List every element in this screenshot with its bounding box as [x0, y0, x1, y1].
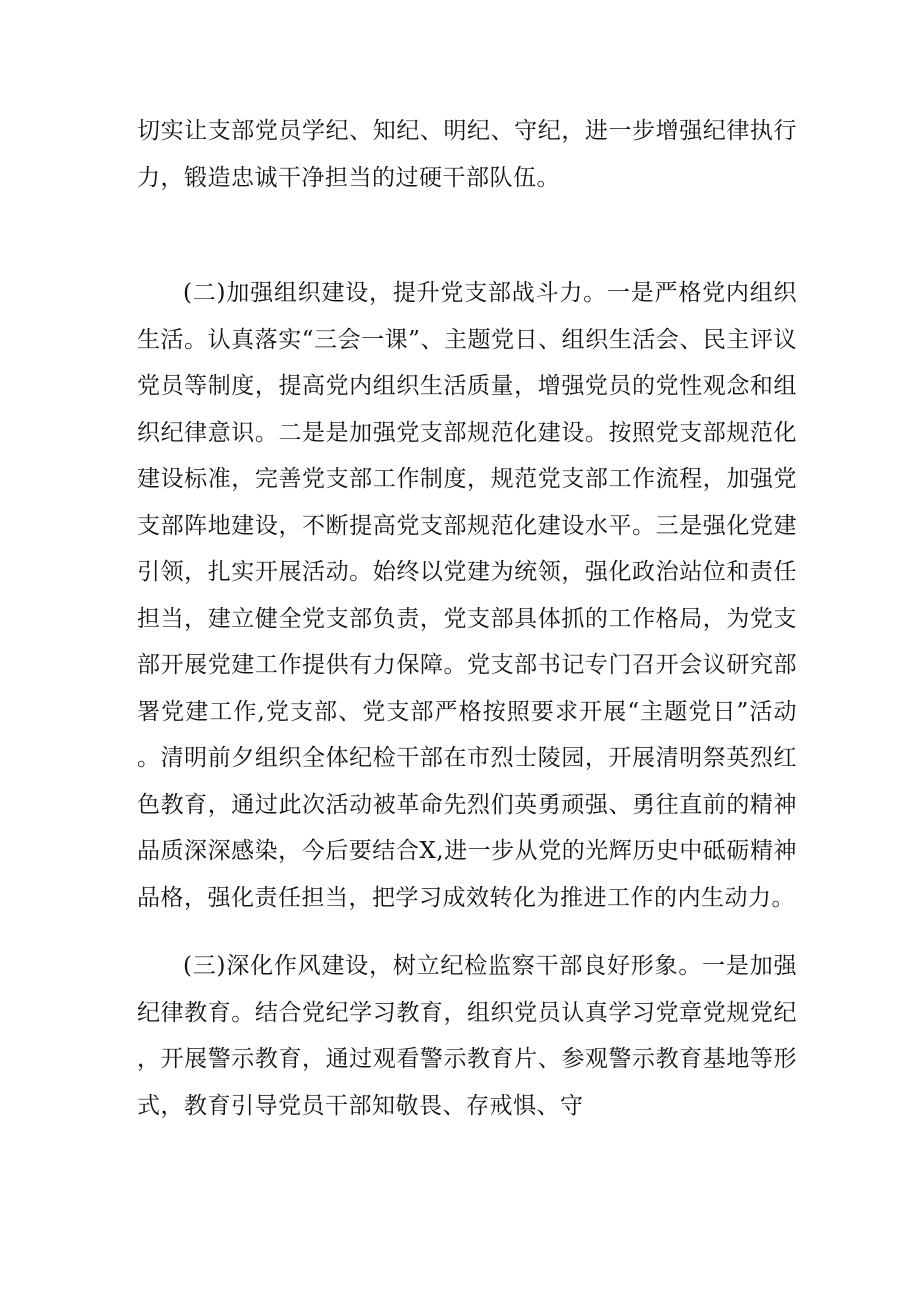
paragraph-work-style-building: (三)深化作风建设，树立纪检监察干部良好形象。一是加强纪律教育。结合党纪学习教育，组织党员认真学习党章党规党纪，开展警示教育，通过观看警示教育片、参观警示教育基地等形式，教育引导党员干部知敬畏、存戒惧、守 [137, 953, 797, 1119]
paragraph-organization-building: (二)加强组织建设，提升党支部战斗力。一是严格党内组织生活。认真落实“三会一课”、主题党日、组织生活会、民主评议党员等制度，提高党内组织生活质量，增强党员的党性观念和组织纪律意识。二是是加强党支部规范化建设。按照党支部规范化建设标准，完善党支部工作制度，规范党支部工作流程，加强党支部阵地建设，不断提高党支部规范化建设水平。三是强化党建引领，扎实开展活动。始终以党建为统领，强化政治站位和责任担当，建立健全党支部负责，党支部具体抓的工作格局，为党支部开展党建工作提供有力保障。党支部书记专门召开会议研究部署党建工作,党支部、党支部严格按照要求开展“主题党日”活动。清明前夕组织全体纪检干部在市烈士陵园，开展清明祭英烈红色教育，通过此次活动被革命先烈们英勇顽强、勇往直前的精神品质深深感染，今后要结合X,进一步从党的光辉历史中砥砺精神品格，强化责任担当，把学习成效转化为推进工作的内生动力。 [137, 280, 797, 911]
paragraph-continuation: 切实让支部党员学纪、知纪、明纪、守纪，进一步增强纪律执行力，锻造忠诚干净担当的过硬干部队伍。 [137, 118, 797, 191]
